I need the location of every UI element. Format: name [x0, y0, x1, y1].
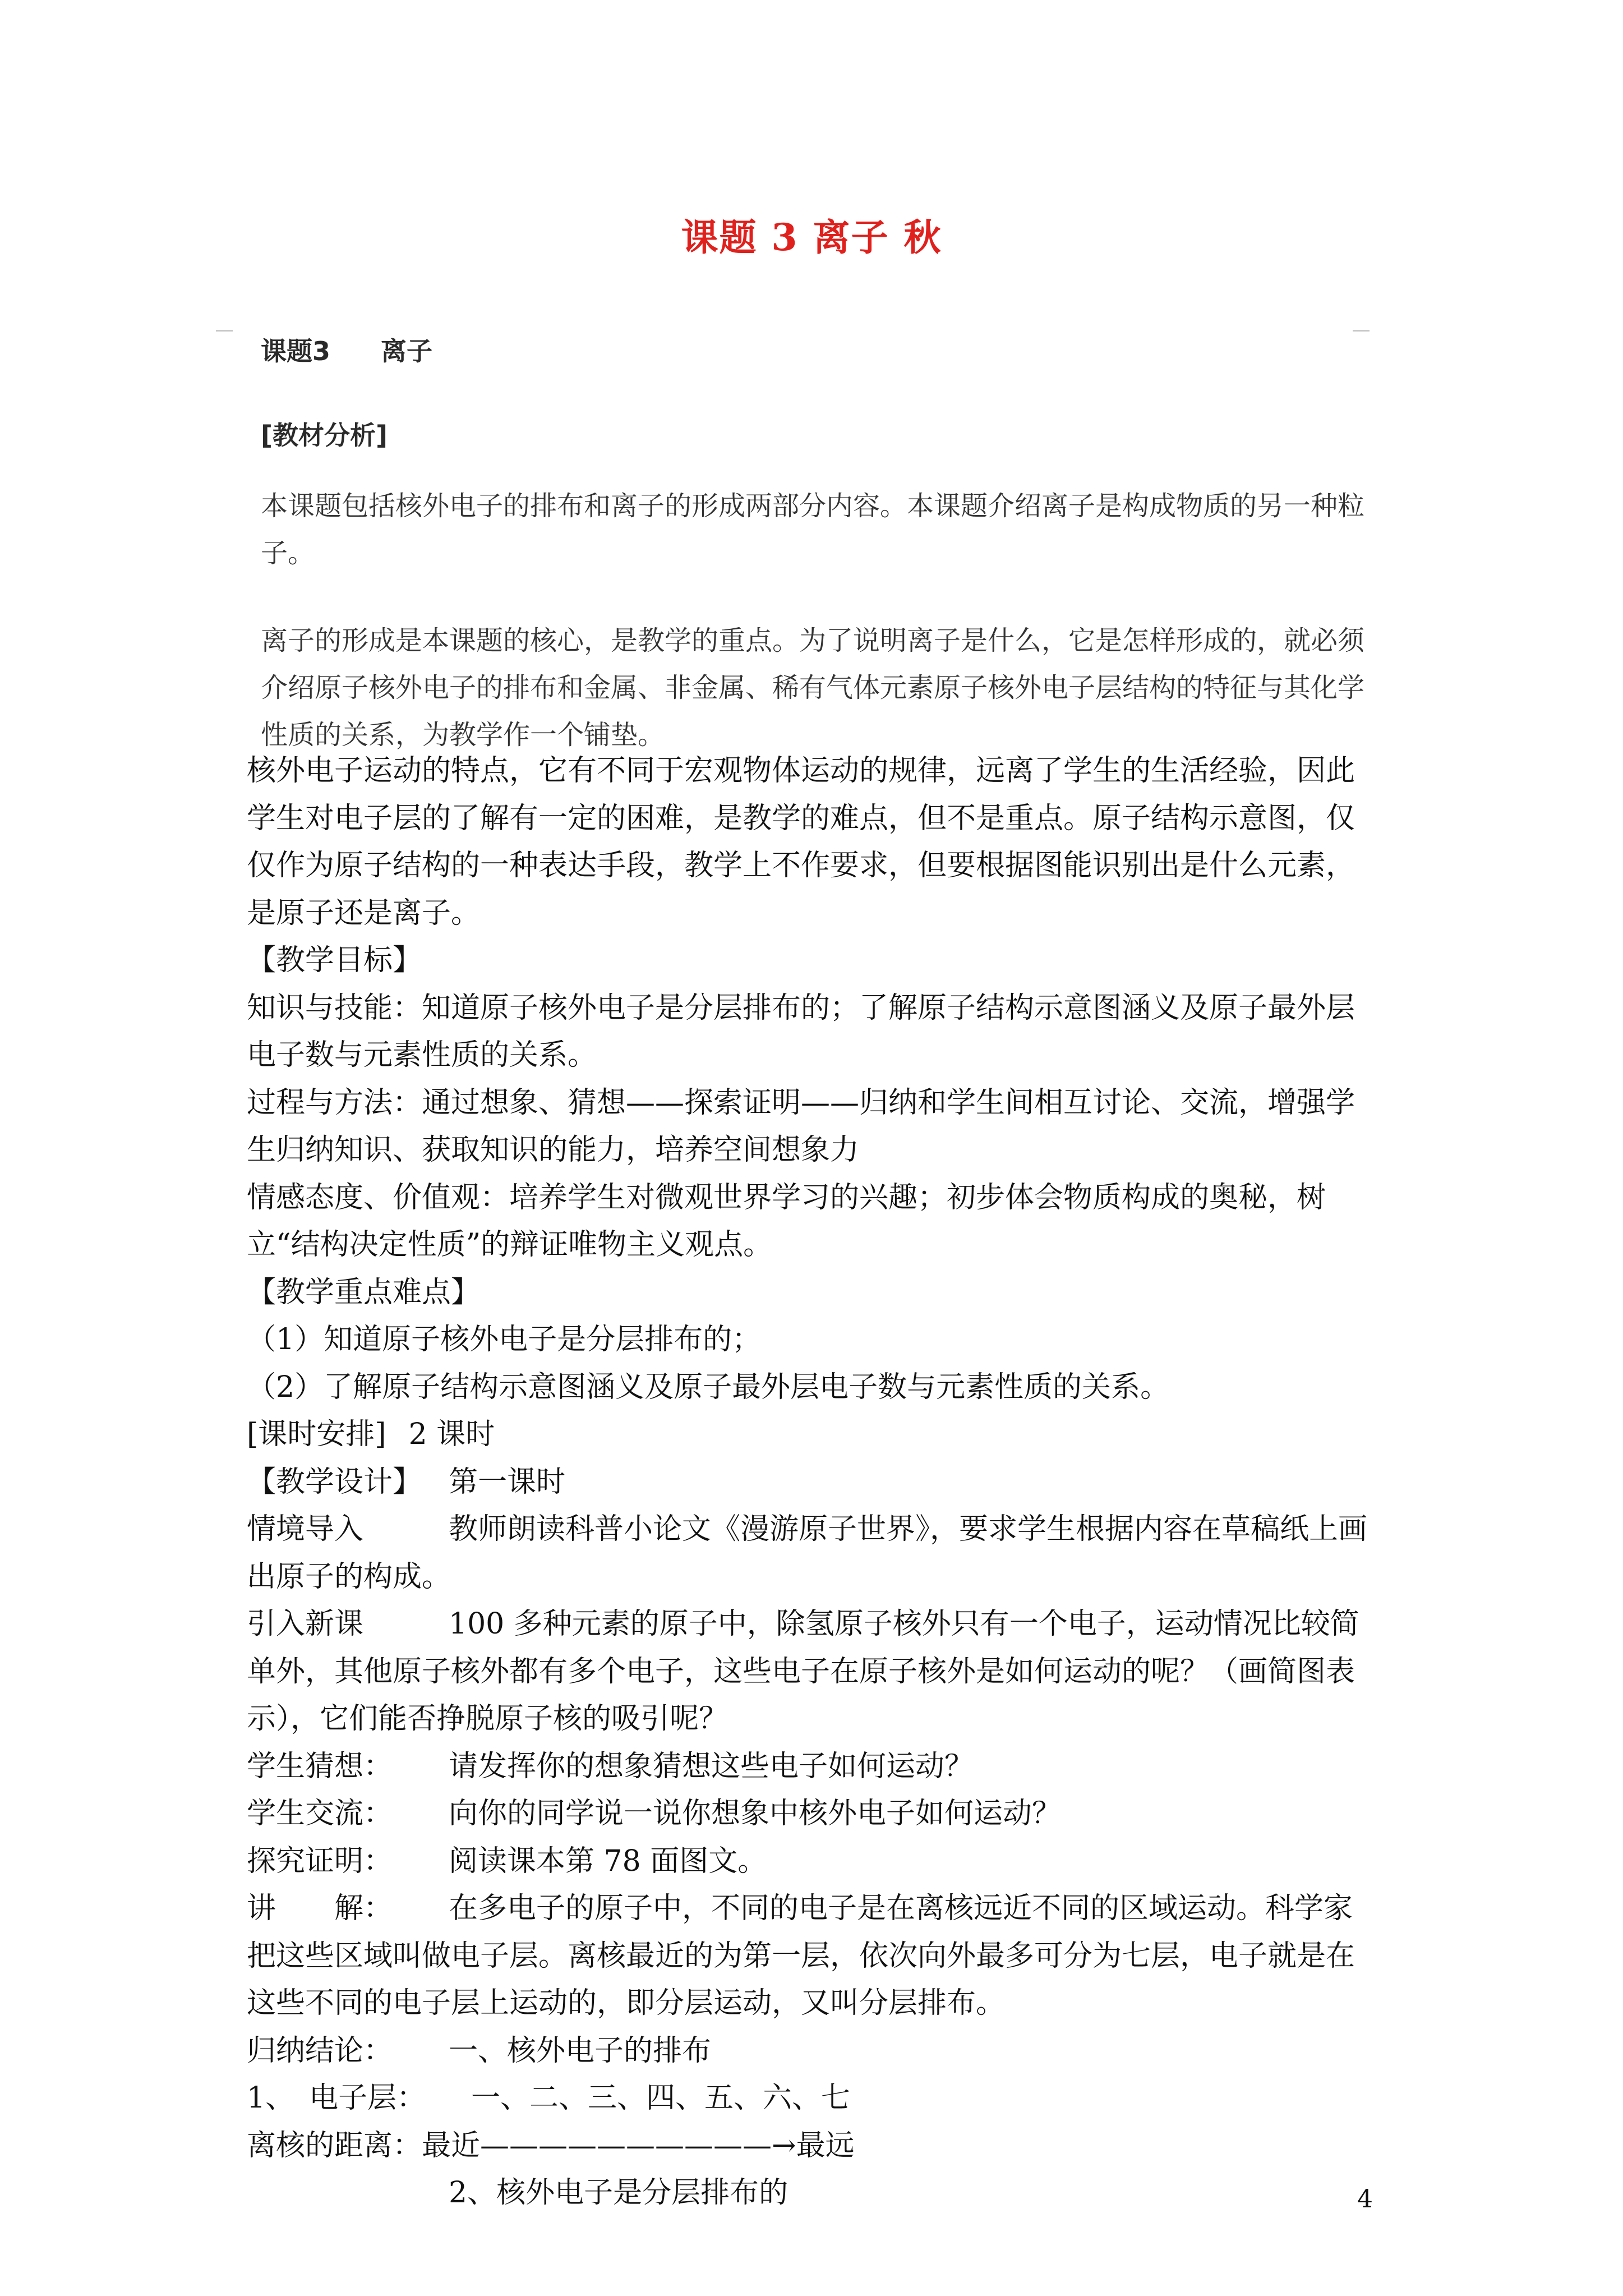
prove-text: 阅读课本第 78 面图文。 — [449, 1844, 767, 1878]
talk-row — [247, 1790, 1374, 1838]
guess-row — [247, 1743, 1374, 1791]
conclude-row — [247, 2027, 1374, 2075]
guess-text: 请发挥你的想象猜想这些电子如何运动？ — [449, 1749, 974, 1783]
new-lesson-row — [247, 1600, 1374, 1743]
electron-layer-row — [247, 2074, 1374, 2122]
explain-row — [247, 1885, 1374, 2027]
design-value: 第一课时 — [449, 1465, 566, 1499]
goal-process: 过程与方法：通过想象、猜想——探索证明——归纳和学生间相互讨论、交流，增强学生归纳知识、获取知识的能力，培养空间想象力 — [247, 1085, 1355, 1167]
new-lesson-text: 100 多种元素的原子中，除氢原子核外只有一个电子，运动情况比较简单外，其他原子核外都有多个电子，这些电子在原子核外是如何运动的呢？（画简图表示），它们能否挣脱原子核的吸引呢？ — [247, 1607, 1359, 1736]
schedule-row — [247, 1411, 1374, 1458]
electron-layer-list: 一、二、三、四、五、六、七 — [471, 2081, 851, 2115]
title-topic: 离子 — [813, 215, 889, 259]
scan-paragraph-2: 离子的形成是本课题的核心，是教学的重点。为了说明离子是什么，它是怎样形成的，就必须介绍原子核外电子的排布和金属、非金属、稀有气体元素原子核外电子层结构的特征与其化学性质的关系，为教学作一个铺垫。 — [261, 625, 1365, 751]
intro-text: 教师朗读科普小论文《漫游原子世界》，要求学生根据内容在草稿纸上画出原子的构成。 — [247, 1512, 1368, 1594]
goals-heading: 【教学目标】 — [247, 944, 422, 977]
scan-corner-mark-left — [216, 330, 233, 332]
point-2-row — [247, 2169, 1374, 2217]
scan-paragraph-1: 本课题包括核外电子的排布和离子的形成两部分内容。本课题介绍离子是构成物质的另一种粒子。 — [261, 490, 1365, 569]
scan-heading — [261, 331, 432, 368]
key-point-1: （1）知道原子核外电子是分层排布的； — [247, 1323, 762, 1356]
scan-heading-word: 离子 — [381, 336, 433, 366]
prove-row — [247, 1838, 1374, 1885]
body-text — [247, 747, 1374, 2217]
title-lesson-number: 课题 3 — [681, 215, 799, 259]
scan-heading-number: 课题3 — [261, 336, 331, 366]
key-points-heading: 【教学重点难点】 — [247, 1275, 481, 1309]
goal-emotion: 情感态度、价值观：培养学生对微观世界学习的兴趣；初步体会物质构成的奥秘，树立“结构决定性质”的辩证唯物主义观点。 — [247, 1180, 1326, 1262]
page-number: 4 — [1357, 2185, 1373, 2214]
electron-layer-label: 1、 电子层： — [247, 2081, 426, 2115]
design-row — [247, 1458, 1374, 1506]
distance-row: 离核的距离：最近——————————→最远 — [247, 2128, 855, 2162]
goal-knowledge: 知识与技能：知道原子核外电子是分层排布的；了解原子结构示意图涵义及原子最外层电子数与元素性质的关系。 — [247, 991, 1355, 1072]
conclude-label: 归纳结论： — [247, 2033, 393, 2068]
key-point-2: （2）了解原子结构示意图涵义及原子最外层电子数与元素性质的关系。 — [247, 1370, 1170, 1404]
prove-label: 探究证明： — [247, 1844, 393, 1878]
talk-label: 学生交流： — [247, 1797, 393, 1830]
intro-row — [247, 1506, 1374, 1600]
design-label: 【教学设计】 — [247, 1465, 422, 1499]
guess-label: 学生猜想： — [247, 1749, 393, 1783]
page-title — [0, 208, 1623, 261]
new-lesson-label: 引入新课 — [247, 1607, 364, 1641]
scan-section-heading: [教材分析] — [261, 420, 388, 450]
explain-label: 讲 解： — [247, 1892, 393, 1925]
title-season: 秋 — [903, 215, 942, 259]
scan-corner-mark-right — [1353, 330, 1370, 332]
schedule-label: [课时安排] — [247, 1418, 386, 1451]
point-2-text: 2、核外电子是分层排布的 — [449, 2176, 789, 2210]
intro-label: 情境导入 — [247, 1512, 364, 1546]
conclude-text: 一、核外电子的排布 — [449, 2033, 712, 2068]
explain-text: 在多电子的原子中，不同的电子是在离核远近不同的区域运动。科学家把这些区域叫做电子层。离核最近的为第一层，依次向外最多可分为七层，电子就是在这些不同的电子层上运动的，即分层运动，又叫分层排布。 — [247, 1892, 1355, 2020]
schedule-value: 2 课时 — [408, 1418, 495, 1451]
talk-text: 向你的同学说一说你想象中核外电子如何运动？ — [449, 1797, 1062, 1830]
paragraph-feature: 核外电子运动的特点，它有不同于宏观物体运动的规律，远离了学生的生活经验，因此学生对电子层的了解有一定的困难，是教学的难点，但不是重点。原子结构示意图，仅仅作为原子结构的一种表达手段，教学上不作要求，但要根据图能识别出是什么元素，是原子还是离子。 — [247, 754, 1355, 930]
